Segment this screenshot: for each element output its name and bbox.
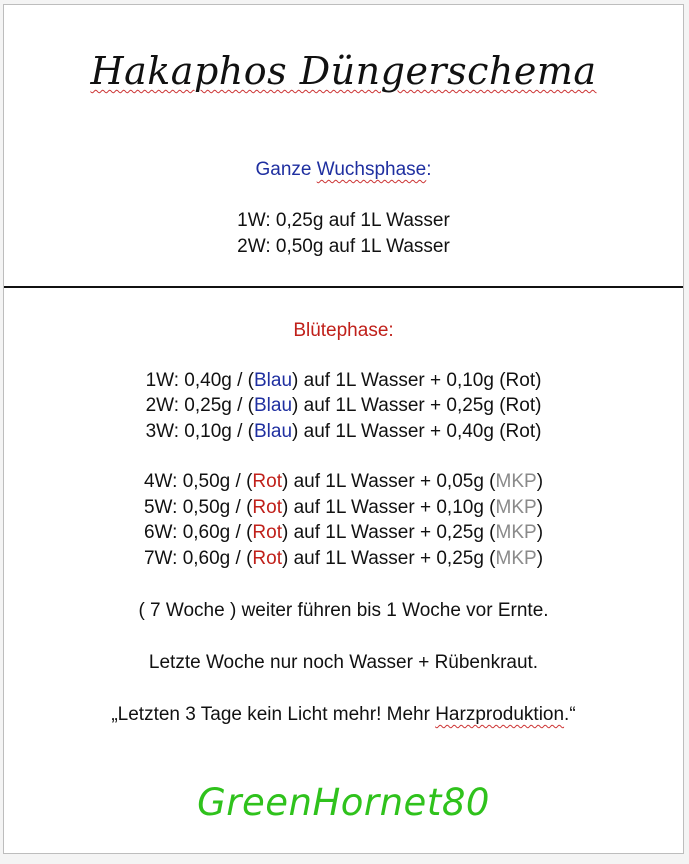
row-gray-word: MKP — [495, 548, 537, 569]
row-prefix: 3W: 0,10g / ( — [145, 421, 254, 442]
growth-phase-heading — [4, 157, 683, 183]
quote-post: .“ — [564, 704, 576, 725]
row-color-word: Rot — [252, 522, 282, 543]
row-gray-word: MKP — [495, 497, 537, 518]
row-suffix: ) — [536, 548, 544, 569]
row-prefix: 5W: 0,50g / ( — [143, 497, 253, 518]
row-middle: ) auf 1L Wasser + 0,05g ( — [282, 471, 496, 492]
row-color-word: Rot — [252, 497, 282, 518]
row-prefix: 2W: 0,25g / ( — [145, 395, 254, 416]
growth-line-2: 2W: 0,50g auf 1L Wasser — [237, 236, 450, 257]
row-suffix: ) auf 1L Wasser + 0,25g (Rot) — [292, 395, 542, 416]
bloom-row-7 — [4, 546, 683, 572]
row-prefix: 6W: 0,60g / ( — [143, 522, 253, 543]
bloom-row-1 — [4, 368, 683, 394]
row-color-word: Blau — [254, 395, 293, 416]
growth-heading-pre: Ganze — [255, 159, 317, 180]
quote-word: Harzproduktion — [435, 704, 565, 725]
growth-line-1: 1W: 0,25g auf 1L Wasser — [237, 210, 450, 231]
row-middle: ) auf 1L Wasser + 0,25g ( — [282, 522, 496, 543]
row-suffix: ) — [536, 522, 544, 543]
document-page — [3, 4, 684, 854]
continue-note: ( 7 Woche ) weiter führen bis 1 Woche vor Ernte. — [138, 600, 549, 621]
section-divider — [4, 286, 683, 288]
row-suffix: ) — [536, 497, 544, 518]
bloom-row-5 — [4, 495, 683, 521]
bloom-row-2 — [4, 393, 683, 419]
row-prefix: 7W: 0,60g / ( — [143, 548, 253, 569]
row-color-word: Rot — [252, 548, 282, 569]
row-prefix: 1W: 0,40g / ( — [145, 370, 254, 391]
row-middle: ) auf 1L Wasser + 0,25g ( — [282, 548, 496, 569]
row-gray-word: MKP — [495, 522, 537, 543]
document-title — [4, 49, 683, 93]
row-suffix: ) auf 1L Wasser + 0,10g (Rot) — [292, 370, 542, 391]
growth-heading-word: Wuchsphase — [316, 159, 427, 180]
growth-heading-post: : — [426, 159, 432, 180]
quote-pre: „Letzten 3 Tage kein Licht mehr! Mehr — [111, 704, 436, 725]
bloom-row-3 — [4, 419, 683, 445]
row-suffix: ) auf 1L Wasser + 0,40g (Rot) — [292, 421, 542, 442]
author-signature: GreenHornet80 — [197, 781, 490, 824]
row-middle: ) auf 1L Wasser + 0,10g ( — [282, 497, 496, 518]
row-gray-word: MKP — [495, 471, 537, 492]
row-color-word: Rot — [252, 471, 282, 492]
title-text: Hakaphos Düngerschema — [90, 49, 597, 93]
row-prefix: 4W: 0,50g / ( — [143, 471, 253, 492]
bloom-row-4 — [4, 469, 683, 495]
row-color-word: Blau — [254, 370, 293, 391]
harvest-quote — [4, 702, 683, 728]
row-color-word: Blau — [254, 421, 293, 442]
bloom-row-6 — [4, 520, 683, 546]
bloom-phase-heading: Blütephase: — [293, 320, 394, 341]
last-week-note: Letzte Woche nur noch Wasser + Rübenkraut. — [148, 652, 539, 673]
row-suffix: ) — [536, 471, 544, 492]
